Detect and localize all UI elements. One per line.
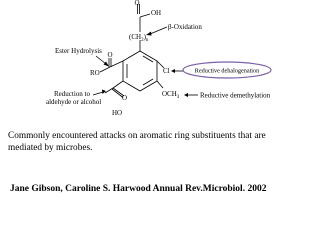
chlorine-label: Cl [163,67,170,75]
reduction-label-line2: aldehyde or alcohol [46,98,102,106]
carboxylic-acid-group [138,4,151,51]
bottom-ho-label: HO [112,109,123,117]
ester-hydrolysis-label: Ester Hydrolysis [55,47,102,55]
ester-ro-label: RO [90,69,100,77]
reductive-dehalogenation-arrowhead [171,69,175,73]
reaction-diagram [0,0,300,125]
reduction-label-line1: Reduction to [54,90,90,98]
ester-group [100,58,123,72]
ester-oxygen-label: O [107,51,113,59]
ester-hydrolysis-arrow [96,56,106,64]
reductive-dehalogenation-label: Reductive dehalogenation [194,67,260,75]
bottom-oxygen-label: O [122,94,128,102]
diagram-caption: Commonly encountered attacks on aromatic ring substituents that are mediated by microbes. [8,131,266,153]
benzene-ring [123,51,157,91]
reduction-arrow [93,92,103,95]
top-oxygen-label: O [134,0,140,7]
citation: Jane Gibson, Caroline S. Harwood Annual Rev.Microbiol. 2002 [10,184,267,194]
reduction-arrowhead [102,90,106,95]
top-hydroxyl-label: OH [151,9,162,17]
beta-oxidation-arrowhead [146,32,152,36]
reductive-demethylation-arrowhead [184,93,188,97]
reductive-demethylation-label: Reductive demethylation [200,91,271,100]
methoxy-label: $OCH_3$ [162,90,180,100]
beta-oxidation-arrow [150,27,167,34]
methoxy-bond [157,81,163,88]
beta-oxidation-label: β-Oxidation [168,23,202,31]
chain-label: $(CH_2)_n$ [129,33,149,43]
